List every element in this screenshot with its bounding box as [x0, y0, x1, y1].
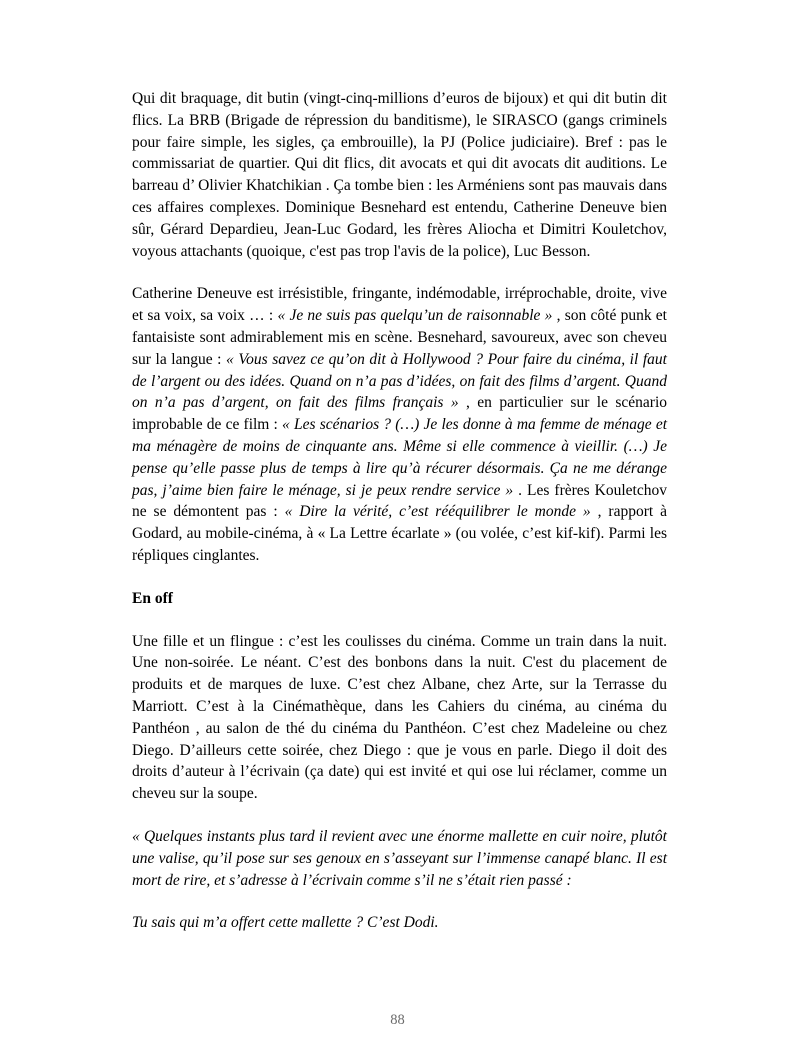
text-segment: , son côté punk et fantaisiste sont admirablement mis en scène. Besnehard, savoureux, avec son cheveu sur la langue :	[132, 307, 667, 368]
text-segment: Catherine Deneuve est irrésistible, fringante, indémodable, irréprochable, droite, vive et sa voix, sa voix … :	[132, 285, 667, 325]
quote-italic-segment: « Je ne suis pas quelqu’un de raisonnable »	[277, 307, 553, 325]
page-number: 88	[390, 1012, 405, 1028]
paragraph-quote-dodi	[132, 912, 667, 934]
text-segment: Une fille et un flingue : c’est les coulisses du cinéma. Comme un train dans la nuit. Une non-soirée. Le néant. C’est des bonbons dans la nuit. C'est du placement de produits et de marques de luxe. C’est chez Albane, chez Arte, sur la Terrasse du Marriott. C’est à la Cinémathèque, dans les Cahiers du cinéma, au cinéma du Panthéon , au salon de thé du cinéma du Panthéon. C’est chez Madeleine ou chez Diego. D’ailleurs cette soirée, chez Diego : que je vous en parle. Diego il doit des droits d’auteur à l’écrivain (ça date) qui est invité et qui ose lui réclamer, comme un cheveu sur la soupe.	[132, 632, 667, 803]
quote-italic-segment: « Les scénarios ? (…) Je les donne à ma femme de ménage et ma ménagère de moins de cinquante ans. Même si elle commence à vieillir. (…) Je pense qu’elle passe plus de temps à lire qu’à récurer désormais. Ça ne me dérange pas, j’aime bien faire le ménage, si je peux rendre service »	[132, 416, 667, 499]
heading-en-off: En off	[132, 589, 173, 607]
paragraph-en-off-body	[132, 631, 667, 805]
text-content	[132, 88, 667, 955]
quote-italic-segment: Tu sais qui m’a offert cette mallette ? C’est Dodi.	[132, 914, 439, 932]
text-segment: , en particulier sur le scénario improbable de ce film :	[132, 394, 668, 434]
text-segment: . Les frères Kouletchov ne se démontent pas :	[132, 481, 667, 521]
quote-italic-segment: « Quelques instants plus tard il revient avec une énorme mallette en cuir noire, plutôt une valise, qu’il pose sur ses genoux en s’asseyant sur l’immense canapé blanc. Il est mort de rire, et s’adresse à l’écrivain comme s’il ne s’était rien passé :	[132, 827, 667, 889]
paragraph-deneuve	[132, 283, 667, 566]
quote-italic-segment: « Vous savez ce qu’on dit à Hollywood ? Pour faire du cinéma, il faut de l’argent ou des idées. Quand on n’a pas d’idées, on fait des films d’argent. Quand on n’a pas d’argent, on fait des films français »	[132, 350, 667, 412]
paragraph-quote-mallette	[132, 826, 667, 891]
paragraph-braquage	[132, 88, 667, 262]
text-segment: , rapport à Godard, au mobile-cinéma, à « La Lettre écarlate » (ou volée, c’est kif-kif). Parmi les répliques cinglantes.	[132, 503, 667, 564]
text-segment: Qui dit braquage, dit butin (vingt-cinq-millions d’euros de bijoux) et qui dit butin dit flics. La BRB (Brigade de répression du banditisme), le SIRASCO (gangs criminels pour faire simple, les sigles, ça embrouille), la PJ (Police judiciaire). Bref : pas le commissariat de quartier. Qui dit flics, dit avocats et qui dit avocats dit auditions. Le barreau d’ Olivier Khatchikian . Ça tombe bien : les Arméniens sont pas mauvais dans ces affaires complexes. Dominique Besnehard est entendu, Catherine Deneuve bien sûr, Gérard Depardieu, Jean-Luc Godard, les frères Aliocha et Dimitri Kouletchov, voyous attachants (quoique, c'est pas trop l'avis de la police), Luc Besson.	[132, 90, 667, 260]
quote-italic-segment: « Dire la vérité, c’est rééquilibrer le monde »	[284, 503, 591, 521]
